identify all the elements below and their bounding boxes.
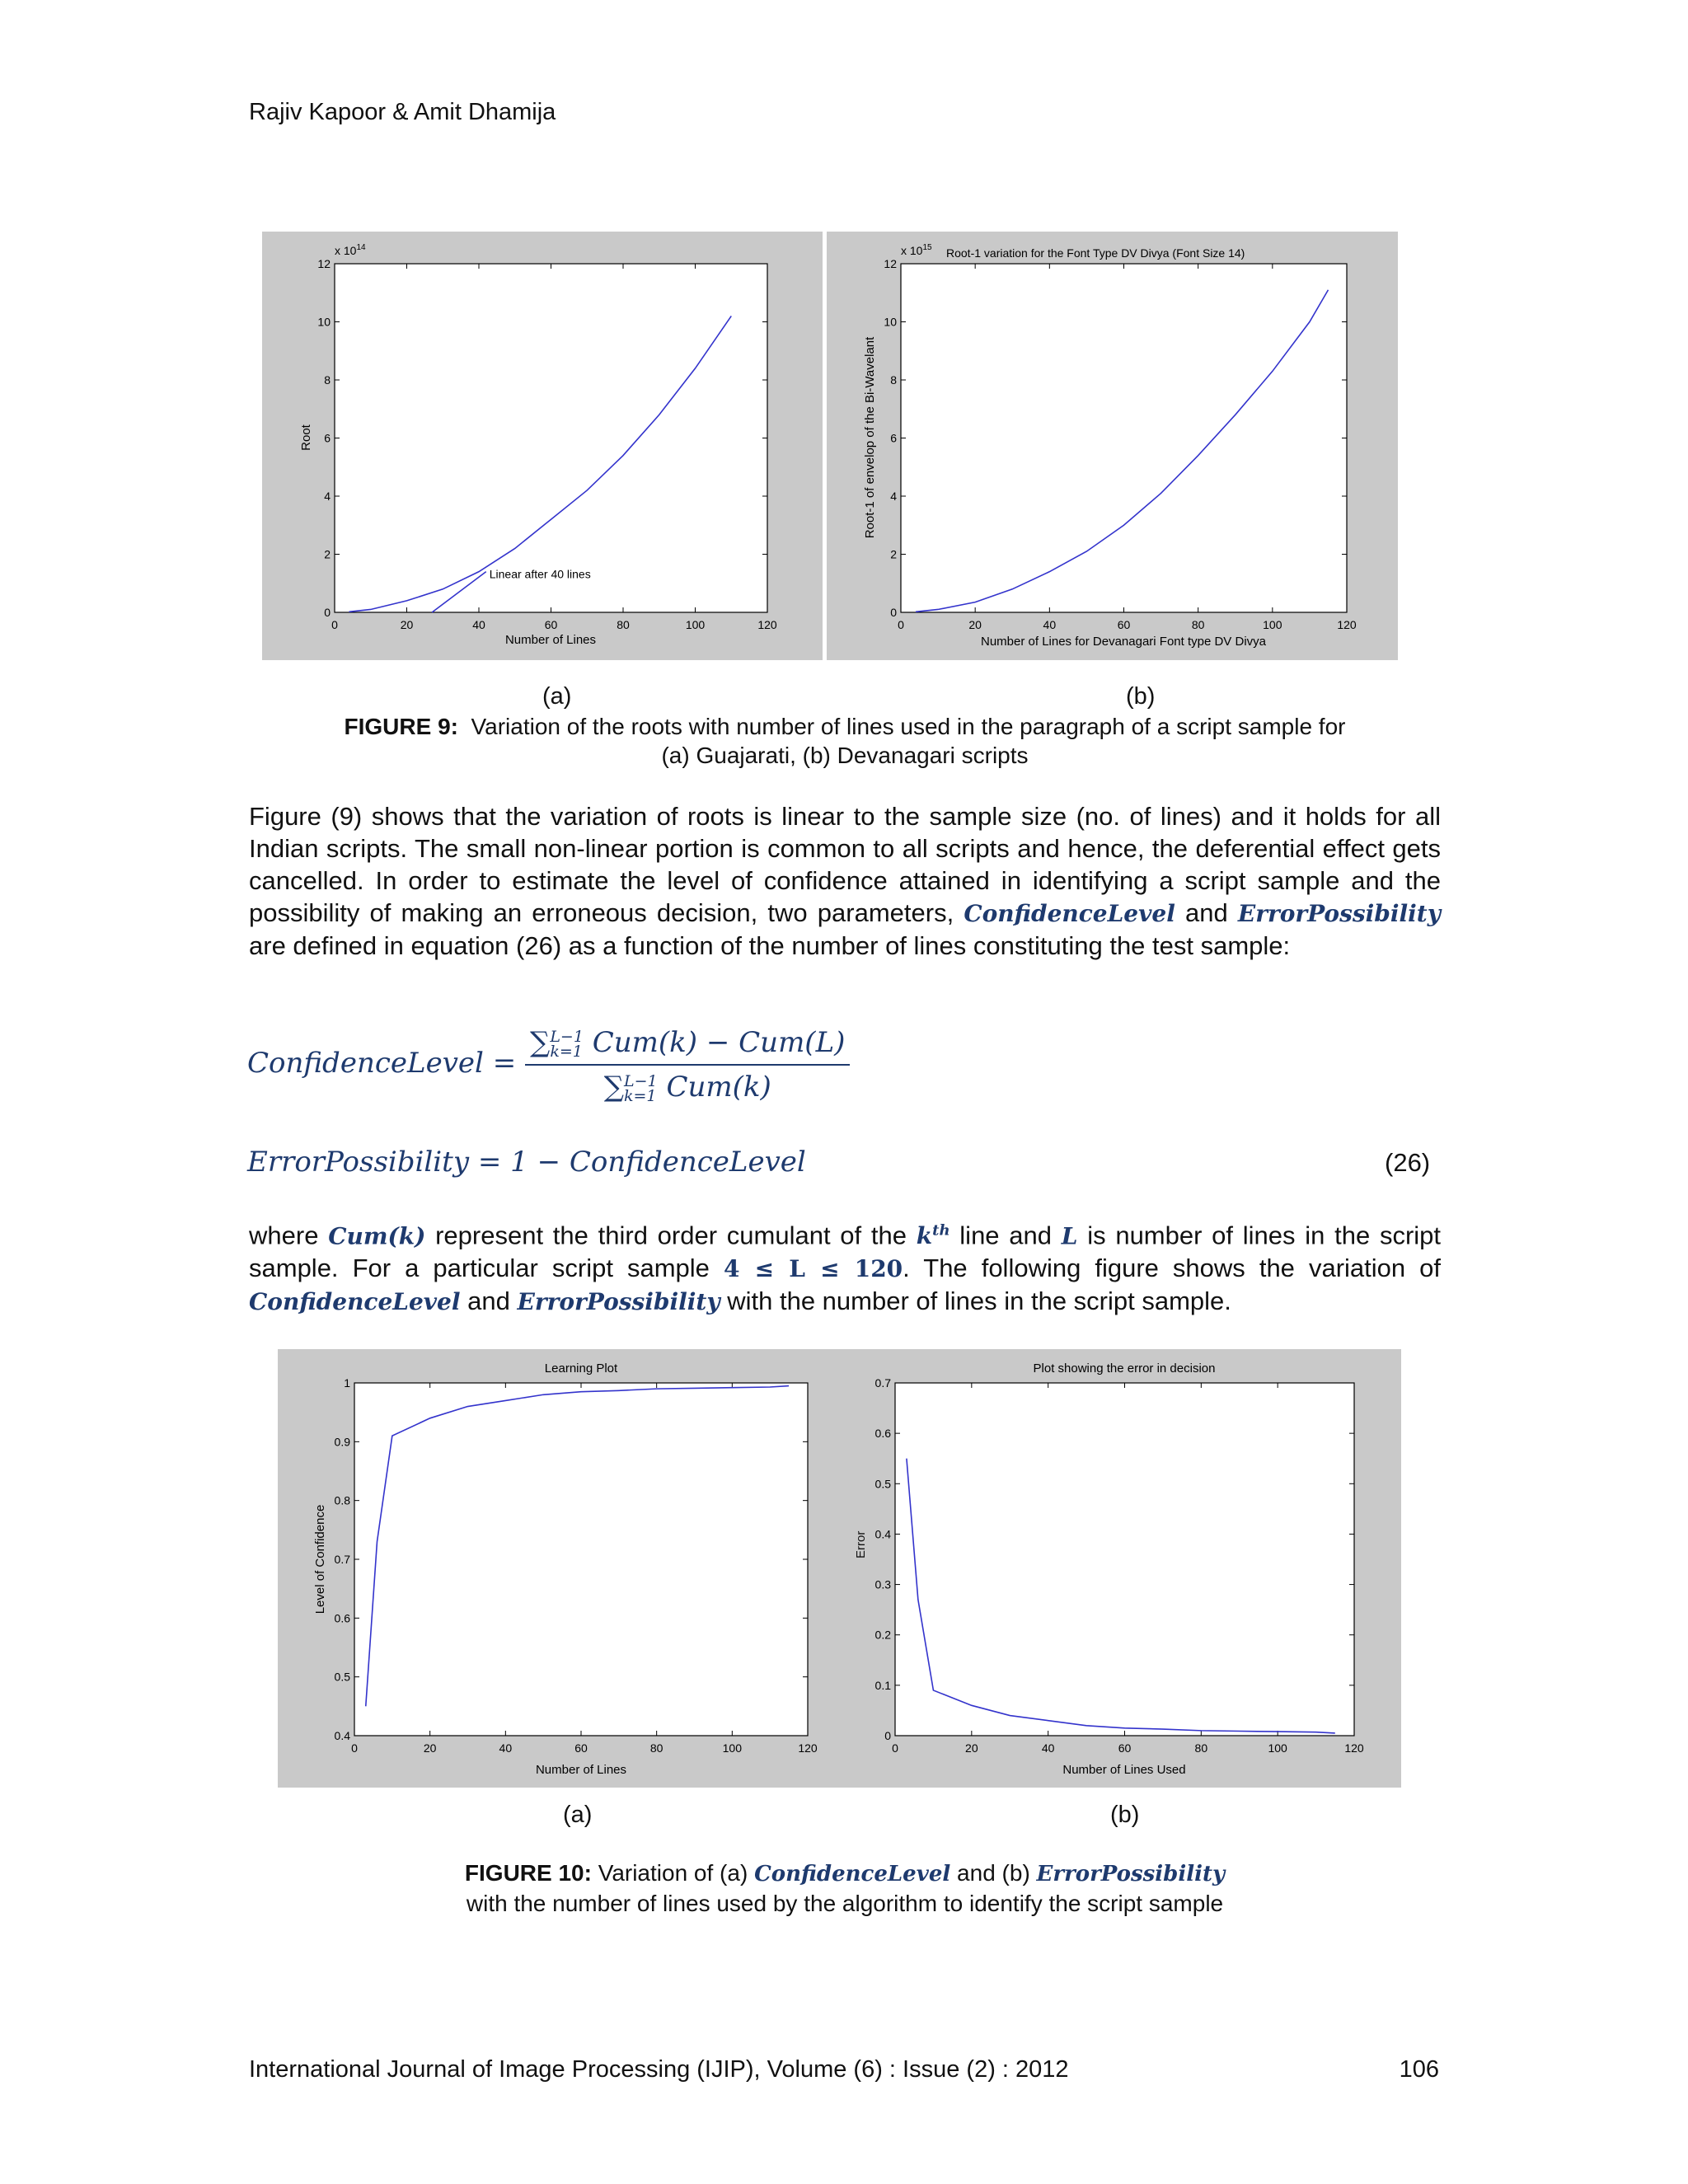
equation-lhs: ConfidenceLevel =	[247, 1047, 517, 1080]
x-tick-label: 80	[649, 1741, 663, 1755]
y-tick-label: 4	[324, 490, 331, 503]
y-axis-label: Level of Confidence	[313, 1504, 327, 1615]
y-tick-label: 0	[890, 606, 897, 619]
x-tick-label: 20	[400, 618, 414, 631]
math-L: L	[1061, 1222, 1078, 1250]
y-tick-label: 4	[890, 490, 897, 503]
x-tick-label: 20	[423, 1741, 437, 1755]
x-tick-label: 80	[1191, 618, 1205, 631]
figure10a-chart	[278, 1349, 838, 1788]
equation-numerator: ∑ L−1 k=1 Cum(k) − Cum(L)	[525, 1026, 850, 1066]
x-tick-label: 120	[1344, 1741, 1364, 1755]
y-tick-label: 8	[890, 373, 897, 387]
equation-denominator: ∑ L−1 k=1 Cum(k)	[603, 1071, 771, 1105]
equation-fraction	[525, 1026, 850, 1104]
x-tick-label: 100	[1268, 1741, 1287, 1755]
figure9-sublabel-b: (b)	[1126, 683, 1156, 710]
x-tick-label: 100	[722, 1741, 743, 1755]
figure9-caption-text2: (a) Guajarati, (b) Devanagari scripts	[661, 743, 1029, 768]
x-tick-label: 80	[617, 618, 630, 631]
y-tick-label: 0.6	[334, 1611, 350, 1625]
paragraph-1: Figure (9) shows that the variation of roots is linear to the sample size (no. of lines) and it holds for all Indian scripts. The small non-linear portion is common to all scripts and hence, the deferential effect gets cancelled. In order to estimate the level of confidence attained in identifying a script sample and the possibility of making an erroneous decision, two parameters, ConfidenceLevel and ErrorPossibility are defined in equation (26) as a function of the number of lines constituting the test sample:	[249, 802, 1441, 960]
y-axis-label: Root-1 of envelop of the Bi-Wavelant	[863, 336, 877, 539]
figure9-panel-a	[262, 232, 823, 660]
y-tick-label: 2	[890, 547, 897, 561]
y-tick-label: 0.2	[874, 1628, 891, 1642]
y-tick-label: 0	[884, 1729, 891, 1742]
y-tick-label: 0.1	[874, 1678, 891, 1692]
figure10b-ylabel: Error	[854, 1530, 868, 1558]
x-tick-label: 20	[968, 618, 982, 631]
y-tick-label: 1	[344, 1376, 350, 1390]
figure10-caption: FIGURE 10: Variation of (a) ConfidenceLevel and (b) ErrorPossibility with the number of lines used by the algorithm to identify the script sample	[464, 1860, 1226, 1916]
x-tick-label: 40	[1043, 618, 1057, 631]
x-tick-label: 100	[1263, 618, 1282, 631]
y-tick-label: 12	[317, 257, 331, 270]
figure10-sublabel-b: (b)	[1110, 1802, 1140, 1828]
x-tick-label: 120	[1337, 618, 1357, 631]
x-axis-label: Number of Lines Used	[1062, 1763, 1186, 1777]
equation-confidence	[247, 1026, 850, 1104]
math-cum-k: Cum(k)	[328, 1222, 426, 1250]
figure10-caption-label: FIGURE 10:	[464, 1860, 592, 1886]
y-tick-label: 0.7	[874, 1376, 891, 1390]
x-tick-label: 0	[892, 1741, 898, 1755]
chart-title: Root-1 variation for the Font Type DV Divya (Font Size 14)	[946, 246, 1245, 260]
figure9b-chart	[827, 232, 1398, 660]
x-tick-label: 60	[1117, 618, 1131, 631]
x-tick-label: 120	[757, 618, 777, 631]
x-tick-label: 60	[544, 618, 558, 631]
figure9-panel-b	[827, 232, 1398, 660]
annotation-linear: Linear after 40 lines	[489, 567, 591, 581]
figure10b-chart	[838, 1349, 1401, 1788]
x-tick-label: 0	[331, 618, 338, 631]
math-error-possibility: ErrorPossibility	[1237, 900, 1441, 927]
x-axis-label: Number of Lines	[504, 633, 597, 647]
figure9-caption	[247, 712, 1442, 770]
y-tick-label: 8	[324, 373, 331, 387]
figure10-sublabel-a: (a)	[563, 1802, 593, 1828]
y-tick-label: 10	[884, 315, 897, 329]
equation-error: ErrorPossibility = 1 − ConfidenceLevel	[247, 1146, 806, 1179]
y-tick-label: 0.9	[334, 1435, 350, 1449]
running-header: Rajiv Kapoor & Amit Dhamija	[249, 99, 556, 125]
chart-title: Plot showing the error in decision	[1033, 1361, 1216, 1376]
journal-footer: International Journal of Image Processing (IJIP), Volume (6) : Issue (2) : 2012	[249, 2056, 1069, 2083]
y-tick-label: 0	[324, 606, 331, 619]
figure9-sublabel-a: (a)	[542, 683, 572, 710]
y-tick-label: 0.6	[874, 1427, 891, 1441]
paragraph-2: where Cum(k) represent the third order cumulant of the $k^{th}$ line and L is number of lines in the script sample. For a particular script sample 4 ≤ L ≤ 120. The following figure shows the variation of ConfidenceLevel and ErrorPossibility with the number of lines in the script sample.	[249, 1221, 1442, 1316]
exponent-label: x $10^{14}$	[335, 243, 366, 257]
y-tick-label: 10	[317, 315, 331, 329]
x-tick-label: 0	[898, 618, 904, 631]
chart-title: Learning Plot	[544, 1361, 618, 1376]
x-tick-label: 20	[965, 1741, 978, 1755]
math-confidence-level-2: ConfidenceLevel	[249, 1288, 461, 1316]
y-tick-label: 0.3	[874, 1577, 891, 1591]
equation-number: (26)	[1385, 1148, 1431, 1177]
y-tick-label: 0.8	[334, 1493, 350, 1507]
x-tick-label: 120	[798, 1741, 818, 1755]
figure9-caption-label: FIGURE 9:	[344, 714, 458, 739]
x-tick-label: 60	[574, 1741, 588, 1755]
y-tick-label: 12	[884, 257, 897, 270]
y-tick-label: 6	[324, 431, 331, 445]
math-range: 4 ≤ L ≤ 120	[723, 1255, 903, 1283]
x-tick-label: 100	[685, 618, 706, 631]
x-axis-label: Number of Lines	[535, 1763, 627, 1777]
figure9a-chart	[262, 232, 823, 660]
y-tick-label: 0.5	[334, 1670, 350, 1684]
y-tick-label: 0.5	[874, 1477, 891, 1491]
math-error-possibility-2: ErrorPossibility	[517, 1288, 720, 1316]
y-tick-label: 0.7	[334, 1553, 350, 1566]
y-tick-label: 2	[324, 547, 331, 561]
x-tick-label: 40	[472, 618, 485, 631]
x-tick-label: 0	[351, 1741, 358, 1755]
x-tick-label: 80	[1194, 1741, 1208, 1755]
x-tick-label: 40	[1041, 1741, 1055, 1755]
y-tick-label: 6	[890, 431, 897, 445]
math-k-th: $k^{th}$	[916, 1222, 950, 1250]
figure9-caption-text: Variation of the roots with number of lines used in the paragraph of a script sample for	[471, 714, 1346, 739]
y-tick-label: 0.4	[334, 1729, 350, 1742]
figure10-panel	[278, 1349, 1401, 1788]
page-number: 106	[1399, 2056, 1439, 2083]
exponent-label: x $10^{15}$	[901, 243, 932, 257]
x-axis-label: Number of Lines for Devanagari Font type DV Divya	[981, 635, 1266, 649]
y-tick-label: 0.4	[874, 1527, 891, 1541]
math-confidence-level: ConfidenceLevel	[964, 900, 1175, 927]
x-tick-label: 60	[1118, 1741, 1132, 1755]
x-tick-label: 40	[499, 1741, 513, 1755]
y-axis-label: Root	[299, 424, 313, 451]
